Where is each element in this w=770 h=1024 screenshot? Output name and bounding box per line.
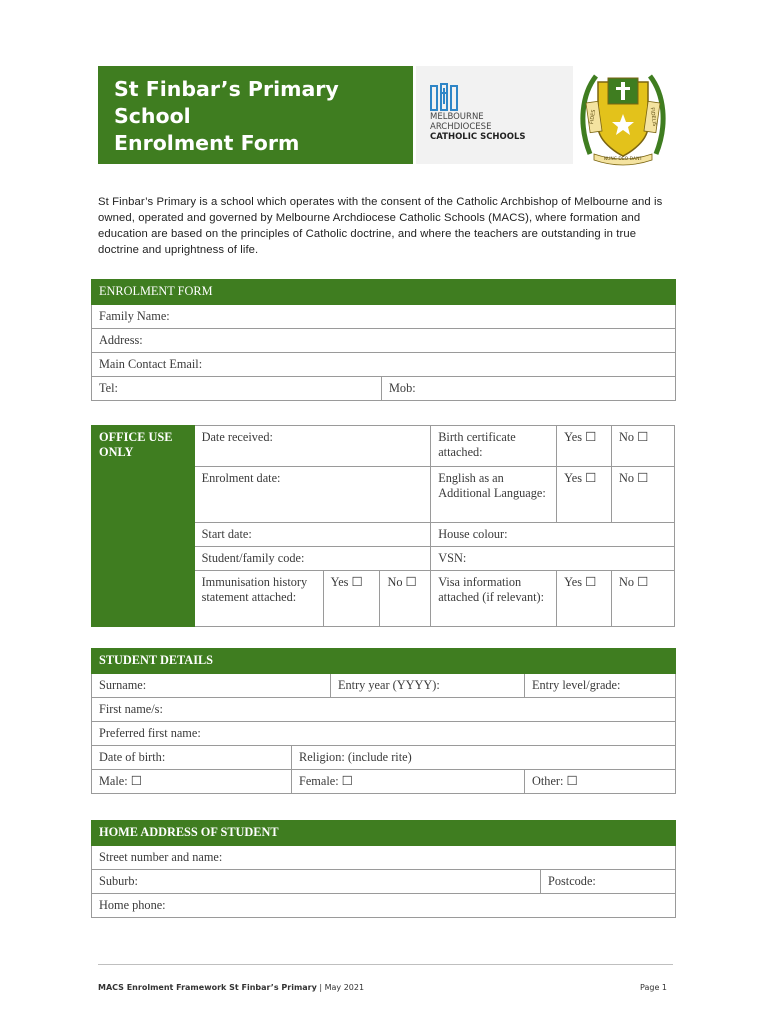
footer-date: | May 2021 — [316, 983, 365, 992]
footer-text — [98, 983, 364, 992]
suburb-field[interactable]: Suburb: — [92, 870, 541, 894]
home-phone-field[interactable]: Home phone: — [92, 894, 676, 918]
crest-bottom-scroll: NUNC DEO DANT — [603, 157, 643, 162]
other-checkbox[interactable]: Other: ☐ — [525, 770, 676, 794]
visa-yes-checkbox[interactable]: Yes ☐ — [557, 571, 612, 627]
macs-logo — [416, 66, 573, 164]
enrolment-date-field[interactable]: Enrolment date: — [194, 467, 431, 523]
footer-title: MACS Enrolment Framework St Finbar’s Primary — [98, 983, 317, 992]
tel-field[interactable]: Tel: — [92, 377, 382, 401]
crest-left-scroll: FIDES — [589, 109, 597, 125]
entry-year-field[interactable]: Entry year (YYYY): — [331, 674, 525, 698]
surname-field[interactable]: Surname: — [92, 674, 331, 698]
page-number: Page 1 — [640, 983, 667, 992]
visa-label: Visa information attached (if relevant): — [431, 571, 557, 627]
date-received-field[interactable]: Date received: — [194, 426, 431, 467]
intro-paragraph: St Finbar’s Primary is a school which operates with the consent of the Catholic Archbishop of Melbourne and is owned, operated and governed by Melbourne Archdiocese Catholic Schools (MACS), where formation and education are based on the principles of Catholic doctrine, and where the teachers are outstanding in true doctrine and uprightness of life. — [98, 196, 663, 256]
female-checkbox[interactable]: Female: ☐ — [292, 770, 525, 794]
eal-label: English as an Additional Language: — [431, 467, 557, 523]
student-details-table — [91, 648, 676, 794]
eal-yes-checkbox[interactable]: Yes ☐ — [557, 467, 612, 523]
postcode-field[interactable]: Postcode: — [541, 870, 676, 894]
school-crest-icon — [578, 64, 668, 166]
first-names-field[interactable]: First name/s: — [92, 698, 676, 722]
enrolment-heading: ENROLMENT FORM — [92, 280, 676, 305]
birth-cert-label: Birth certificate attached: — [431, 426, 557, 467]
family-name-field[interactable]: Family Name: — [92, 305, 676, 329]
street-field[interactable]: Street number and name: — [92, 846, 676, 870]
house-colour-field[interactable]: House colour: — [431, 523, 675, 547]
macs-logo-line3: CATHOLIC SCHOOLS — [430, 132, 526, 142]
mob-field[interactable]: Mob: — [382, 377, 676, 401]
macs-logo-line1: MELBOURNE — [430, 112, 484, 122]
home-address-table — [91, 820, 676, 918]
student-family-code-field[interactable]: Student/family code: — [194, 547, 431, 571]
vsn-field[interactable]: VSN: — [431, 547, 675, 571]
form-title — [98, 66, 413, 164]
address-field[interactable]: Address: — [92, 329, 676, 353]
office-use-table — [91, 425, 675, 627]
religion-field[interactable]: Religion: (include rite) — [292, 746, 676, 770]
immunisation-no-checkbox[interactable]: No ☐ — [380, 571, 431, 627]
form-title-line1: St Finbar’s Primary School — [114, 77, 339, 128]
male-checkbox[interactable]: Male: ☐ — [92, 770, 292, 794]
dob-field[interactable]: Date of birth: — [92, 746, 292, 770]
birth-cert-no-checkbox[interactable]: No ☐ — [612, 426, 675, 467]
form-title-line2: Enrolment Form — [114, 131, 300, 155]
visa-no-checkbox[interactable]: No ☐ — [612, 571, 675, 627]
immunisation-yes-checkbox[interactable]: Yes ☐ — [323, 571, 380, 627]
eal-no-checkbox[interactable]: No ☐ — [612, 467, 675, 523]
footer-divider — [98, 964, 673, 965]
crest-right-scroll: FIDELIS — [648, 107, 658, 127]
immunisation-label: Immunisation history statement attached: — [194, 571, 323, 627]
start-date-field[interactable]: Start date: — [194, 523, 431, 547]
macs-logo-line2: ARCHDIOCESE — [430, 122, 492, 132]
preferred-name-field[interactable]: Preferred first name: — [92, 722, 676, 746]
main-email-field[interactable]: Main Contact Email: — [92, 353, 676, 377]
office-use-heading: OFFICE USE ONLY — [92, 426, 195, 627]
enrolment-table — [91, 279, 676, 401]
home-address-heading: HOME ADDRESS OF STUDENT — [92, 821, 676, 846]
birth-cert-yes-checkbox[interactable]: Yes ☐ — [557, 426, 612, 467]
entry-level-field[interactable]: Entry level/grade: — [525, 674, 676, 698]
student-details-heading: STUDENT DETAILS — [92, 649, 676, 674]
